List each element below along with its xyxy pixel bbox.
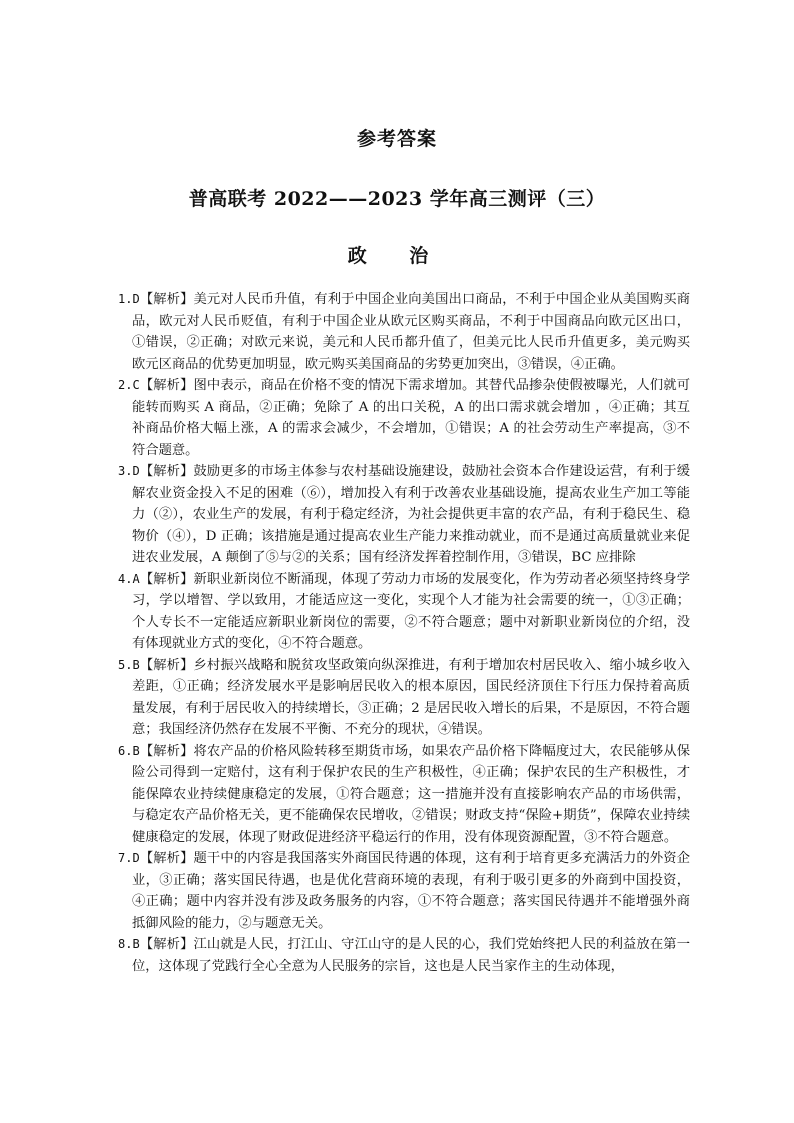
answer-item-4 (118, 569, 690, 655)
answer-number: 2.C (118, 378, 140, 392)
answer-explanation: 【解析】乡村振兴战略和脱贫攻坚政策向纵深推进，有利于增加农村居民收入、缩小城乡收入差距，①正确；经济发展水平是影响居民收入的根本原因，国民经济顶住下行压力保持着高质量发展，有利于居民收入的持续增长，③正确；2 是居民收入增长的后果，不是原因，不符合题意；我国经济仍然存在发展不平衡、不充分的现状，④错误。 (132, 657, 690, 737)
document-title: 参考答案 (356, 128, 437, 150)
answer-item-1 (118, 289, 690, 375)
answer-explanation: 【解析】新职业新岗位不断涌现，体现了劳动力市场的发展变化，作为劳动者必须坚持终身学习，学以增智、学以致用，才能适应这一变化，实现个人才能为社会需要的统一，①③正确；个人专长不一定能适应新职业新岗位的需要，②不符合题意；题中对新职业新岗位的介绍，没有体现就业方式的变化，④不符合题意。 (132, 571, 690, 651)
answer-explanation: 【解析】江山就是人民，打江山、守江山守的是人民的心，我们党始终把人民的利益放在第一位，这体现了党践行全心全意为人民服务的宗旨，这也是人民当家作主的生动体现， (132, 937, 690, 974)
answer-item-8 (118, 934, 690, 977)
answer-item-3 (118, 461, 690, 569)
answer-number: 3.D (118, 464, 140, 478)
answer-explanation: 【解析】鼓励更多的市场主体参与农村基础设施建设，鼓励社会资本合作建设运营，有利于缓解农业资金投入不足的困难（⑥），增加投入有利于改善农业基础设施，提高农业生产加工等能力（②），农业生产的发展，有利于稳定经济，为社会提供更丰富的农产品，有利于稳民生、稳物价（④），D 正确；该措施是通过提高农业生产能力来推动就业，而不是通过高质量就业来促进农业发展，A 颠倒了⑤与②的关系；国有经济发挥着控制作用，③错误，BC 应排除 (132, 464, 690, 565)
answer-item-5 (118, 655, 690, 741)
answer-number: 4.A (118, 571, 140, 586)
answer-number: 7.D (118, 851, 140, 865)
answer-explanation: 【解析】题干中的内容是我国落实外商国民待遇的体现，这有利于培育更多充满活力的外资企业，③正确；落实国民待遇，也是优化营商环境的表现，有利于吸引更多的外商到中国投资，④正确；题中内容并没有涉及政务服务的内容，①不符合题意；落实国民待遇并不能增强外商抵御风险的能力，②与题意无关。 (132, 851, 690, 931)
answer-explanation: 【解析】图中表示，商品在价格不变的情况下需求增加。其替代品掺杂使假被曝光，人们就可能转而购买 A 商品，②正确；免除了 A 的出口关税，A 的出口需求就会增加 ，④正确；其互补商品价格大幅上涨，A 的需求会减少，不会增加，①错误；A 的社会劳动生产率提高，③不符合题意。 (132, 378, 690, 458)
answer-explanation: 【解析】将农产品的价格风险转移至期货市场，如果农产品价格下降幅度过大，农民能够从保险公司得到一定赔付，这有利于保护农民的生产积极性，④正确；保护农民的生产积极性，才能保障农业持续健康稳定的发展，①符合题意；这一措施并没有直接影响农产品的市场供需，与稳定农产品价格无关，更不能确保农民增收，②错误；财政支持“保险+期货”，保障农业持续健康稳定的发展，体现了财政促进经济平稳运行的作用，没有体现资源配置，③不符合题意。 (132, 743, 690, 845)
answer-list (118, 289, 690, 977)
answer-number: 6.B (118, 743, 140, 758)
answer-number: 1.D (118, 292, 140, 306)
answer-item-6 (118, 741, 690, 849)
subject-heading: 政 治 (347, 245, 447, 267)
exam-subtitle: 普高联考 2022——2023 学年高三测评（三） (188, 188, 606, 210)
answer-number: 8.B (118, 937, 140, 951)
answer-explanation: 【解析】美元对人民币升值，有利于中国企业向美国出口商品，不利于中国企业从美国购买商品，欧元对人民币贬值，有利于中国企业从欧元区购买商品，不利于中国商品向欧元区出口，①错误，②正确；对欧元来说，美元和人民币都升值了，但美元比人民币升值更多，美元购买欧元区商品的优势更加明显，欧元购买美国商品的劣势更加突出，③错误，④正确。 (132, 292, 690, 372)
answer-item-2 (118, 375, 690, 461)
answer-number: 5.B (118, 657, 140, 672)
answer-item-7 (118, 848, 690, 934)
